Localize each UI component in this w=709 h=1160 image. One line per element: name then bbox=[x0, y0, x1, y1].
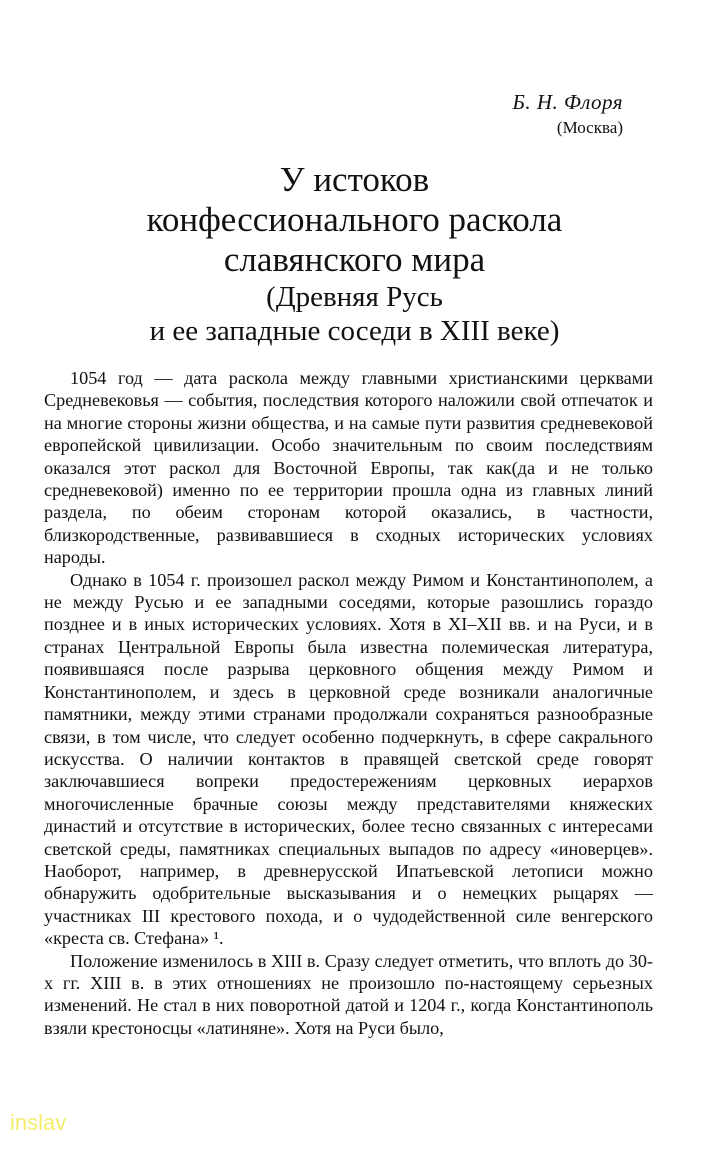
title-line: славянского мира bbox=[223, 240, 486, 279]
article-body bbox=[44, 367, 653, 1039]
paragraph: 1054 год — дата раскола между главными христианскими церквами Средневековья — события, последствия которого наложили свой отпечаток и на многие стороны жизни общества, и на самые пути развития средневековой европейской цивилизации. Особо значительным по своим последствиям оказался этот раскол для Восточной Европы, так как(да и не только средневековой) именно по ее территории прошла одна из главных линий раздела, по обеим сторонам которой оказались, в частности, близкородственные, развивавшиеся в сходных исторических условиях народы. bbox=[44, 368, 653, 568]
watermark: inslav bbox=[10, 1110, 67, 1135]
title-line: конфессионального раскола bbox=[146, 200, 563, 239]
subtitle-line: (Древняя Русь bbox=[266, 281, 443, 313]
subtitle-line: и ее западные соседи в XIII веке) bbox=[149, 315, 560, 347]
paragraph: Однако в 1054 г. произошел раскол между Римом и Константинополем, а не между Русью и ее западными соседями, которые разошлись гораздо позднее и в иных исторических условиях. Хотя в XI–XII вв. и на Руси, и в странах Центральной Европы была известна полемическая литература, появившаяся после разрыва церковного общения между Римом и Константинополем, и здесь в церковной среде возникали аналогичные памятники, между этими странами продолжали сохраняться разнообразные связи, в том числе, что следует особенно подчеркнуть, в сфере сакрального искусства. О наличии контактов в правящей светской среде говорят заключавшиеся вопреки предостережениям церковных иерархов многочисленные брачные союзы между представителями княжеских династий и отсутствие в исторических, более тесно связанных с интересами светской среды, памятниках специальных выпадов по адресу «иноверцев». Наоборот, например, в древнерусской Ипатьевской летописи можно обнаружить одобрительные высказывания и о немецких рыцарях — участниках III крестового похода, и о чудодейственной силе венгерского «креста св. Стефана» ¹. bbox=[44, 569, 653, 949]
article-title bbox=[40, 160, 669, 348]
author-name: Б. Н. Флоря bbox=[512, 90, 623, 114]
paragraph: Положение изменилось в XIII в. Сразу следует отметить, что вплоть до 30-х гг. XIII в. в этих отношениях не произошло по-настоящему серьезных изменений. Не стал в них поворотной датой и 1204 г., когда Константинополь взяли крестоносцы «латиняне». Хотя на Руси было, bbox=[44, 950, 653, 1038]
title-line: У истоков bbox=[279, 160, 430, 199]
author-city: (Москва) bbox=[556, 118, 623, 137]
